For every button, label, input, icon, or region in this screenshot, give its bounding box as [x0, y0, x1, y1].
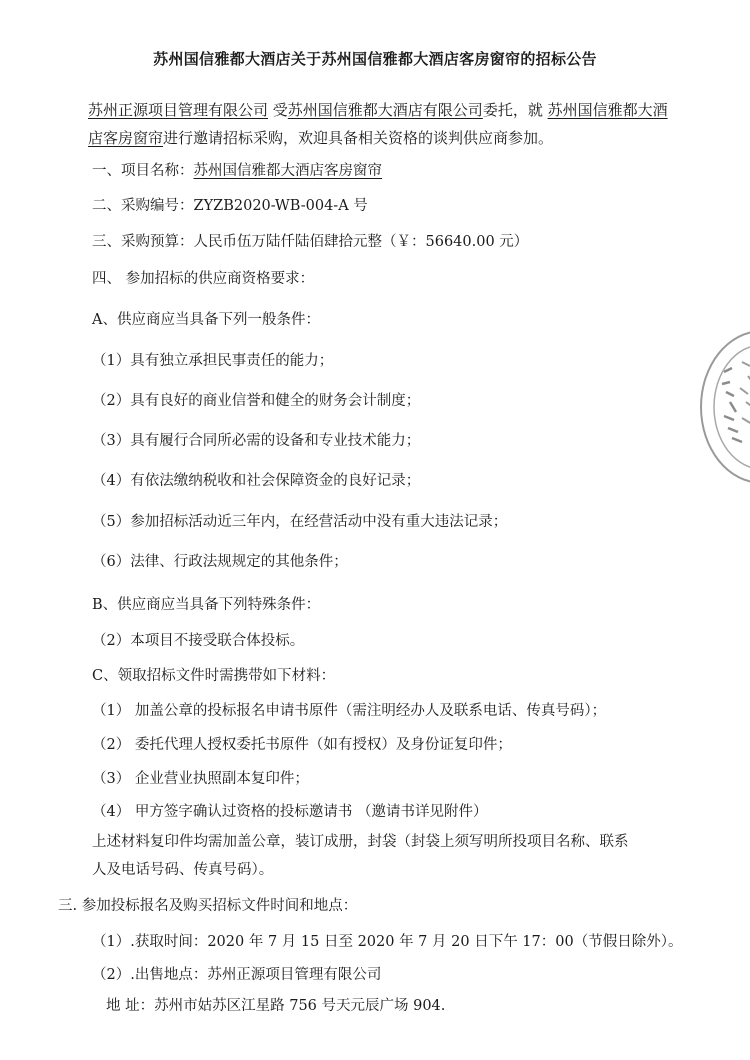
- section-c-heading: C、领取招标文件时需携带如下材料：: [92, 668, 336, 684]
- materials-note-line-1: 上述材料复印件均需加盖公章，装订成册，封袋（封袋上须写明所投项目名称、联系: [92, 834, 629, 850]
- condition-3: （3）具有履行合同所必需的设备和专业技术能力；: [92, 433, 421, 449]
- material-2: （2） 委托代理人授权委托书原件（如有授权）及身份证复印件；: [92, 737, 512, 753]
- client-name: 苏州国信雅都大酒店有限公司: [287, 101, 483, 119]
- item-project-name-prefix: 一、项目名称：: [92, 163, 194, 179]
- intro-paragraph: [88, 96, 668, 152]
- sale-location: （2）.出售地点：苏州正源项目管理有限公司: [92, 967, 382, 983]
- section-3-heading: 三. 参加投标报名及购买招标文件时间和地点：: [58, 898, 358, 914]
- section-b-heading: B、供应商应当具备下列特殊条件：: [92, 597, 321, 613]
- official-seal-stamp: [700, 330, 750, 484]
- acquisition-time: （1）.获取时间：2020 年 7 月 15 日至 2020 年 7 月 20 日下午 17：00（节假日除外）。: [92, 934, 683, 950]
- special-condition-2: （2）本项目不接受联合体投标。: [92, 633, 305, 649]
- intro-text-1: 受: [268, 101, 288, 119]
- section-a-heading: A、供应商应当具备下列一般条件：: [92, 312, 320, 328]
- agency-name: 苏州正源项目管理有限公司: [88, 101, 269, 119]
- material-3: （3） 企业营业执照副本复印件；: [92, 771, 309, 787]
- item-budget: 三、采购预算：人民币伍万陆仟陆佰肆拾元整（￥：56640.00 元）: [92, 234, 529, 250]
- intro-text-2: 委托，就: [482, 101, 548, 119]
- material-1: （1） 加盖公章的投标报名申请书原件（需注明经办人及联系电话、传真号码）；: [92, 703, 607, 719]
- document-title: 苏州国信雅都大酒店关于苏州国信雅都大酒店客房窗帘的招标公告: [153, 50, 597, 68]
- item-qualifications: 四、 参加招标的供应商资格要求：: [92, 271, 315, 287]
- condition-1: （1）具有独立承担民事责任的能力；: [92, 353, 334, 369]
- intro-text-3: 进行邀请招标采购，欢迎具备相关资格的谈判供应商参加。: [163, 129, 554, 147]
- seal-stamp-graphic: [702, 332, 750, 482]
- item-procurement-number: 二、采购编号：ZYZB2020-WB-004-A 号: [92, 198, 368, 214]
- condition-4: （4）有依法缴纳税收和社会保障资金的良好记录；: [92, 473, 421, 489]
- condition-5: （5）参加招标活动近三年内，在经营活动中没有重大违法记录；: [92, 514, 508, 530]
- item-project-name-value: 苏州国信雅都大酒店客房窗帘: [193, 163, 382, 179]
- item-project-name: [92, 160, 382, 182]
- material-4: （4） 甲方签字确认过资格的投标邀请书 （邀请书详见附件）: [92, 804, 488, 820]
- materials-note-line-2: 人及电话号码、传真号码）。: [92, 862, 274, 878]
- project-name: 苏州国信雅都大酒店客房窗帘: [88, 101, 668, 147]
- condition-2: （2）具有良好的商业信誉和健全的财务会计制度；: [92, 393, 421, 409]
- condition-6: （6）法律、行政法规规定的其他条件；: [92, 554, 348, 570]
- address: 地 址：苏州市姑苏区江星路 756 号天元辰广场 904.: [106, 998, 446, 1014]
